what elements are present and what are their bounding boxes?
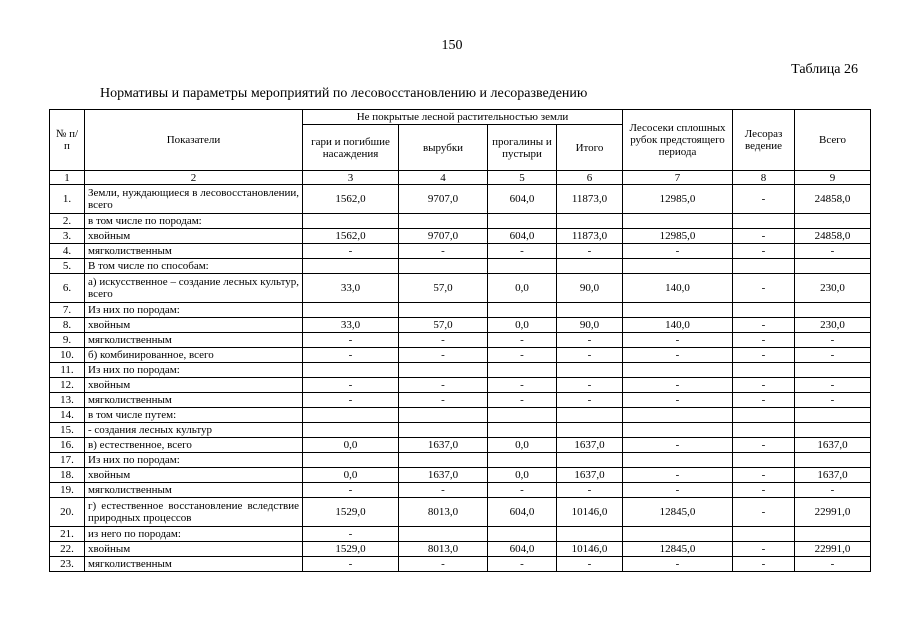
row-value: 1637,0: [399, 438, 488, 453]
row-value: [623, 423, 733, 438]
table-row: [50, 333, 871, 348]
column-number: 5: [488, 171, 557, 185]
row-value: [795, 527, 871, 542]
row-value: [795, 303, 871, 318]
column-numbers-row: [50, 171, 871, 185]
table-row: [50, 274, 871, 303]
row-value: [623, 303, 733, 318]
table-row: [50, 527, 871, 542]
row-value: 1562,0: [303, 185, 399, 214]
row-value: [623, 363, 733, 378]
header-cuttings: Лесосеки сплошных рубок предстоящего периода: [623, 110, 733, 171]
row-indicator: мягколиственным: [85, 333, 303, 348]
row-value: [303, 423, 399, 438]
row-value: [488, 303, 557, 318]
row-number: 3.: [50, 229, 85, 244]
row-number: 22.: [50, 542, 85, 557]
row-value: 33,0: [303, 274, 399, 303]
table-row: [50, 453, 871, 468]
table-row: [50, 259, 871, 274]
row-value: -: [733, 498, 795, 527]
row-value: [303, 259, 399, 274]
row-value: 140,0: [623, 318, 733, 333]
row-value: -: [733, 393, 795, 408]
row-value: 1529,0: [303, 498, 399, 527]
row-number: 20.: [50, 498, 85, 527]
row-value: [303, 214, 399, 229]
table-row: [50, 348, 871, 363]
row-value: -: [488, 483, 557, 498]
header-afforestation: Лесораз ведение: [733, 110, 795, 171]
row-value: [795, 453, 871, 468]
row-value: [488, 259, 557, 274]
table-row: [50, 229, 871, 244]
row-value: -: [733, 185, 795, 214]
row-value: [623, 527, 733, 542]
row-value: 11873,0: [557, 185, 623, 214]
row-value: [399, 259, 488, 274]
table-row: [50, 542, 871, 557]
row-value: -: [623, 333, 733, 348]
row-indicator: Из них по породам:: [85, 453, 303, 468]
row-value: [557, 259, 623, 274]
row-value: [557, 363, 623, 378]
forest-restoration-table: [49, 109, 871, 572]
row-value: [733, 259, 795, 274]
row-value: -: [557, 244, 623, 259]
row-value: [303, 303, 399, 318]
row-value: 0,0: [488, 318, 557, 333]
column-number: 4: [399, 171, 488, 185]
row-value: 1637,0: [795, 438, 871, 453]
row-indicator: В том числе по способам:: [85, 259, 303, 274]
row-value: -: [795, 393, 871, 408]
row-value: 0,0: [303, 468, 399, 483]
row-value: 0,0: [488, 274, 557, 303]
row-number: 12.: [50, 378, 85, 393]
row-value: 22991,0: [795, 498, 871, 527]
row-value: [557, 527, 623, 542]
row-value: [623, 214, 733, 229]
column-number: 3: [303, 171, 399, 185]
row-indicator: мягколиственным: [85, 244, 303, 259]
row-indicator: - создания лесных культур: [85, 423, 303, 438]
header-glades: прогалины и пустыри: [488, 125, 557, 171]
row-value: [623, 408, 733, 423]
row-value: [795, 423, 871, 438]
header-group: Не покрытые лесной растительностью земли: [303, 110, 623, 125]
row-number: 4.: [50, 244, 85, 259]
row-value: [399, 214, 488, 229]
row-value: [795, 259, 871, 274]
column-number: 9: [795, 171, 871, 185]
row-number: 15.: [50, 423, 85, 438]
row-value: -: [488, 557, 557, 572]
row-value: -: [733, 244, 795, 259]
header-burns: гари и погибшие насаждения: [303, 125, 399, 171]
row-value: -: [557, 483, 623, 498]
row-number: 2.: [50, 214, 85, 229]
row-indicator: хвойным: [85, 318, 303, 333]
page-number: 150: [441, 38, 463, 53]
row-value: 24858,0: [795, 229, 871, 244]
table-row: [50, 557, 871, 572]
row-value: [399, 363, 488, 378]
column-number: 7: [623, 171, 733, 185]
row-value: -: [795, 378, 871, 393]
row-value: 0,0: [303, 438, 399, 453]
row-value: 1529,0: [303, 542, 399, 557]
row-value: -: [303, 393, 399, 408]
row-number: 7.: [50, 303, 85, 318]
row-value: [399, 408, 488, 423]
row-value: [557, 423, 623, 438]
row-value: -: [623, 244, 733, 259]
row-number: 13.: [50, 393, 85, 408]
row-value: -: [488, 348, 557, 363]
row-number: 1.: [50, 185, 85, 214]
row-value: 1562,0: [303, 229, 399, 244]
row-value: [303, 453, 399, 468]
row-value: -: [623, 468, 733, 483]
row-value: [623, 453, 733, 468]
row-value: -: [303, 333, 399, 348]
table-title: Нормативы и параметры мероприятий по лесовосстановлению и лесоразведению: [100, 86, 588, 101]
row-indicator: мягколиственным: [85, 483, 303, 498]
row-value: -: [795, 483, 871, 498]
row-number: 19.: [50, 483, 85, 498]
row-value: -: [733, 542, 795, 557]
row-value: -: [557, 333, 623, 348]
row-value: -: [733, 333, 795, 348]
row-indicator: а) искусственное – создание лесных культур, всего: [85, 274, 303, 303]
row-value: [399, 303, 488, 318]
row-value: 90,0: [557, 274, 623, 303]
column-number: 8: [733, 171, 795, 185]
row-value: -: [488, 393, 557, 408]
row-value: -: [399, 557, 488, 572]
row-indicator: мягколиственным: [85, 557, 303, 572]
row-number: 6.: [50, 274, 85, 303]
row-value: [399, 527, 488, 542]
row-value: -: [733, 378, 795, 393]
row-value: -: [399, 348, 488, 363]
row-value: [399, 453, 488, 468]
column-number: 1: [50, 171, 85, 185]
row-indicator: мягколиственным: [85, 393, 303, 408]
row-value: -: [795, 244, 871, 259]
row-value: -: [733, 348, 795, 363]
row-indicator: в том числе по породам:: [85, 214, 303, 229]
row-value: -: [303, 483, 399, 498]
header-subtotal: Итого: [557, 125, 623, 171]
row-value: 57,0: [399, 318, 488, 333]
row-value: [733, 363, 795, 378]
row-value: 10146,0: [557, 542, 623, 557]
row-value: 604,0: [488, 542, 557, 557]
row-value: 1637,0: [557, 468, 623, 483]
row-value: [795, 408, 871, 423]
header-num: № п/п: [50, 110, 85, 171]
row-value: -: [557, 393, 623, 408]
row-value: 8013,0: [399, 542, 488, 557]
table-row: [50, 185, 871, 214]
row-value: 90,0: [557, 318, 623, 333]
row-value: [399, 423, 488, 438]
row-value: [557, 214, 623, 229]
row-value: [733, 527, 795, 542]
row-value: -: [488, 378, 557, 393]
row-number: 9.: [50, 333, 85, 348]
row-value: [488, 363, 557, 378]
row-value: -: [733, 557, 795, 572]
row-value: -: [795, 333, 871, 348]
row-number: 11.: [50, 363, 85, 378]
row-value: -: [399, 483, 488, 498]
table-row: [50, 423, 871, 438]
row-value: [488, 408, 557, 423]
row-value: -: [623, 393, 733, 408]
row-value: -: [399, 333, 488, 348]
row-number: 18.: [50, 468, 85, 483]
row-indicator: хвойным: [85, 542, 303, 557]
row-value: 604,0: [488, 498, 557, 527]
table-row: [50, 483, 871, 498]
table-row: [50, 244, 871, 259]
header-indicator: Показатели: [85, 110, 303, 171]
row-value: [488, 453, 557, 468]
row-value: -: [303, 527, 399, 542]
row-value: -: [303, 557, 399, 572]
row-value: -: [399, 393, 488, 408]
table-row: [50, 318, 871, 333]
row-value: -: [733, 438, 795, 453]
row-number: 14.: [50, 408, 85, 423]
row-indicator: Земли, нуждающиеся в лесовосстановлении, всего: [85, 185, 303, 214]
row-value: [733, 453, 795, 468]
row-indicator: Из них по породам:: [85, 363, 303, 378]
row-indicator: б) комбинированное, всего: [85, 348, 303, 363]
table-row: [50, 303, 871, 318]
row-value: [557, 408, 623, 423]
row-indicator: в) естественное, всего: [85, 438, 303, 453]
row-value: 12985,0: [623, 229, 733, 244]
table-row: [50, 393, 871, 408]
header-total: Всего: [795, 110, 871, 171]
row-value: [733, 423, 795, 438]
row-number: 16.: [50, 438, 85, 453]
row-value: -: [733, 229, 795, 244]
row-value: 12845,0: [623, 542, 733, 557]
row-value: -: [303, 244, 399, 259]
row-number: 10.: [50, 348, 85, 363]
row-value: [557, 303, 623, 318]
row-value: -: [733, 468, 795, 483]
row-value: 0,0: [488, 468, 557, 483]
row-value: -: [623, 438, 733, 453]
row-value: 604,0: [488, 229, 557, 244]
row-value: [795, 363, 871, 378]
column-number: 2: [85, 171, 303, 185]
row-value: 0,0: [488, 438, 557, 453]
table-row: [50, 468, 871, 483]
row-indicator: хвойным: [85, 468, 303, 483]
row-value: [488, 423, 557, 438]
row-value: 230,0: [795, 318, 871, 333]
header-clearings: вырубки: [399, 125, 488, 171]
row-value: 604,0: [488, 185, 557, 214]
row-value: 8013,0: [399, 498, 488, 527]
table-row: [50, 378, 871, 393]
column-number: 6: [557, 171, 623, 185]
row-value: 9707,0: [399, 229, 488, 244]
row-indicator: Из них по породам:: [85, 303, 303, 318]
row-indicator: хвойным: [85, 229, 303, 244]
row-value: -: [399, 244, 488, 259]
table-row: [50, 498, 871, 527]
row-value: [733, 303, 795, 318]
row-value: 24858,0: [795, 185, 871, 214]
table-row: [50, 214, 871, 229]
row-number: 5.: [50, 259, 85, 274]
row-value: 12985,0: [623, 185, 733, 214]
row-value: -: [557, 348, 623, 363]
row-value: [303, 363, 399, 378]
table-row: [50, 438, 871, 453]
row-indicator: хвойным: [85, 378, 303, 393]
row-value: -: [488, 244, 557, 259]
row-number: 21.: [50, 527, 85, 542]
row-value: [488, 527, 557, 542]
row-value: -: [623, 483, 733, 498]
row-value: 11873,0: [557, 229, 623, 244]
row-value: [557, 453, 623, 468]
row-value: -: [623, 378, 733, 393]
table-row: [50, 408, 871, 423]
row-value: -: [623, 557, 733, 572]
row-number: 23.: [50, 557, 85, 572]
row-value: -: [557, 378, 623, 393]
row-value: -: [488, 333, 557, 348]
row-value: [623, 259, 733, 274]
table-label: Таблица 26: [791, 62, 858, 77]
row-value: -: [557, 557, 623, 572]
row-value: -: [733, 318, 795, 333]
row-value: 57,0: [399, 274, 488, 303]
row-value: -: [733, 483, 795, 498]
row-value: [733, 214, 795, 229]
row-value: 33,0: [303, 318, 399, 333]
row-value: 10146,0: [557, 498, 623, 527]
row-indicator: из него по породам:: [85, 527, 303, 542]
row-value: 22991,0: [795, 542, 871, 557]
row-value: 1637,0: [795, 468, 871, 483]
row-value: -: [303, 378, 399, 393]
row-value: [488, 214, 557, 229]
row-value: 1637,0: [399, 468, 488, 483]
row-value: 12845,0: [623, 498, 733, 527]
row-value: 140,0: [623, 274, 733, 303]
row-value: [795, 214, 871, 229]
row-value: 1637,0: [557, 438, 623, 453]
row-number: 17.: [50, 453, 85, 468]
row-value: -: [795, 348, 871, 363]
row-value: -: [303, 348, 399, 363]
row-value: [733, 408, 795, 423]
row-indicator: г) естественное восстановление вследствие природных процессов: [85, 498, 303, 527]
row-indicator: в том числе путем:: [85, 408, 303, 423]
row-value: -: [795, 557, 871, 572]
row-number: 8.: [50, 318, 85, 333]
row-value: 230,0: [795, 274, 871, 303]
row-value: -: [399, 378, 488, 393]
row-value: 9707,0: [399, 185, 488, 214]
row-value: -: [733, 274, 795, 303]
row-value: -: [623, 348, 733, 363]
row-value: [303, 408, 399, 423]
table-row: [50, 363, 871, 378]
